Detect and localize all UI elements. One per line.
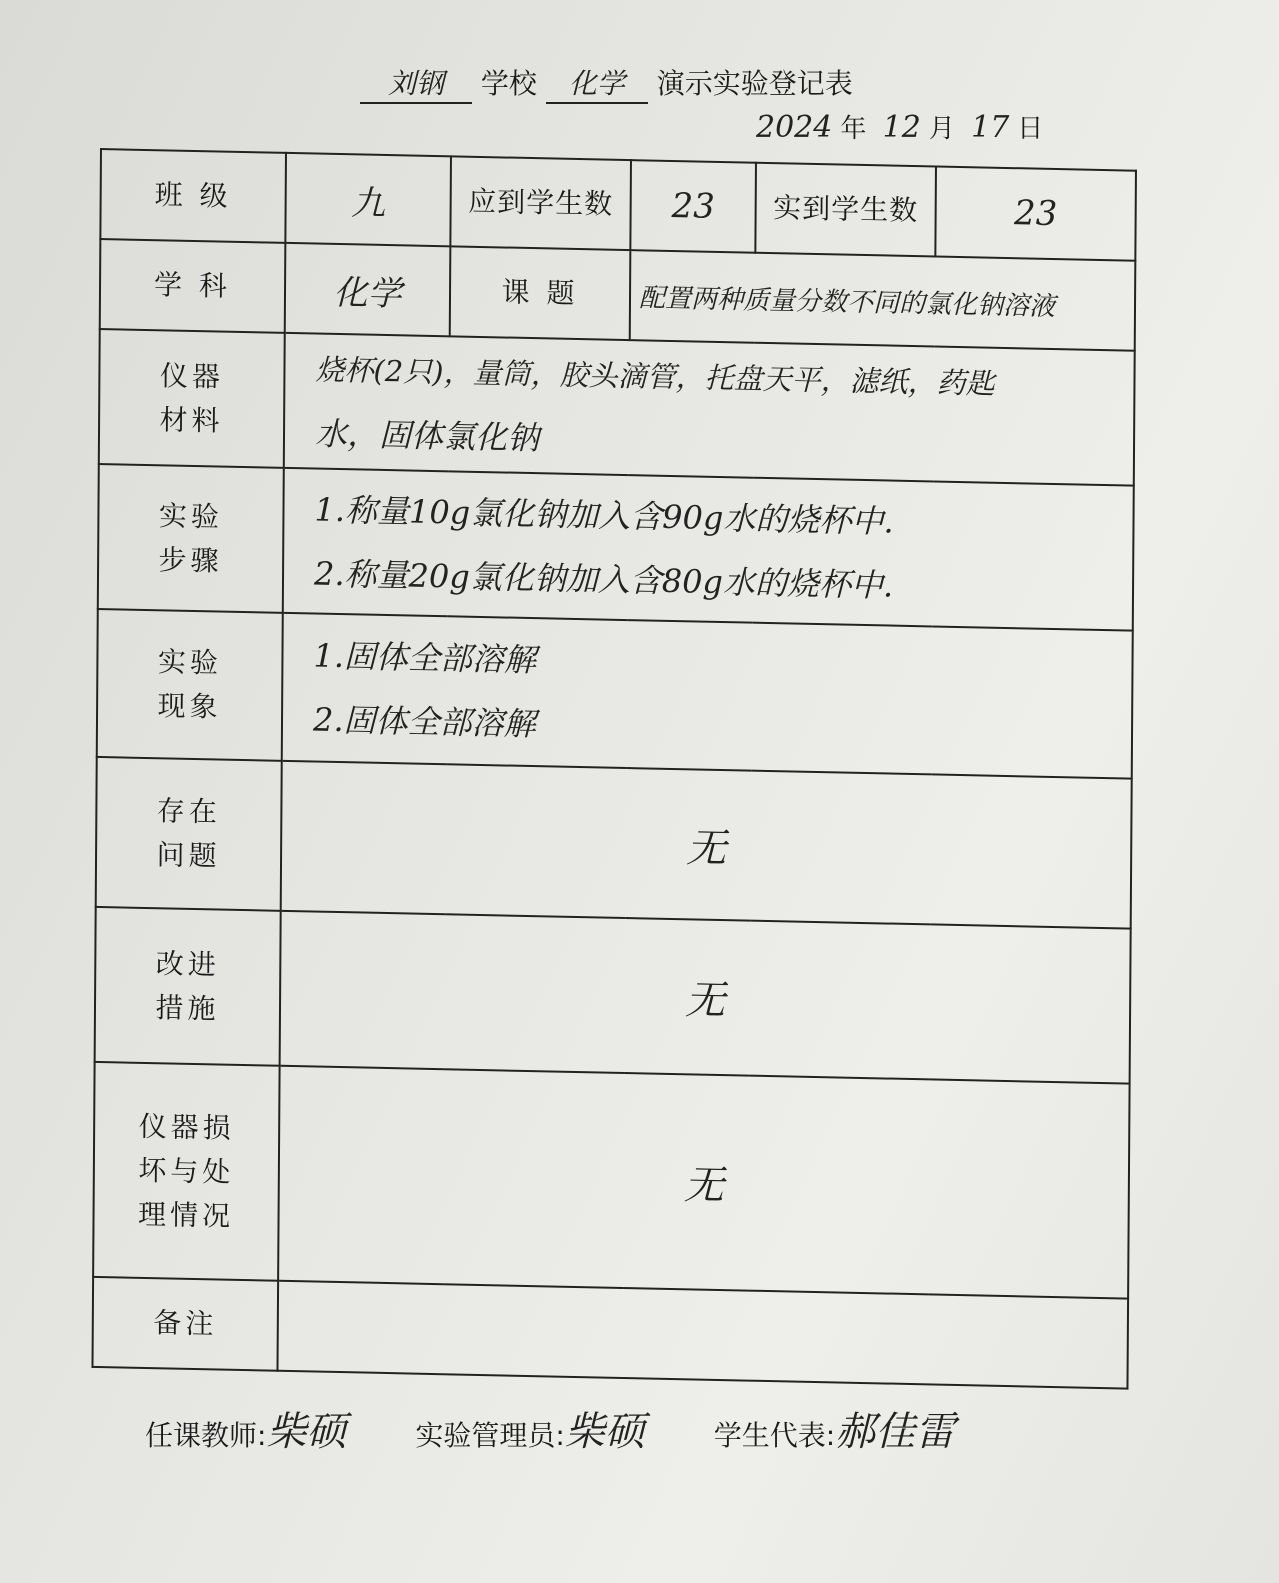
steps-label (98, 464, 284, 613)
subject-field: 化学 (546, 62, 648, 104)
instruments-line: 烧杯(2只)，量筒，胶头滴管，托盘天平，滤纸，药匙 (315, 352, 995, 401)
problems-value: 无 (281, 761, 1132, 929)
table-row (96, 757, 1132, 929)
notes-value (277, 1281, 1128, 1389)
steps-line: 2.称量20g氯化钠加入含80g水的烧杯中. (313, 553, 894, 605)
damage-label-line: 仪器损 (138, 1109, 235, 1145)
date-month: 12 (882, 110, 921, 145)
phenomena-label-line: 现象 (157, 689, 222, 724)
class-label: 班 级 (100, 149, 286, 243)
problems-label-line: 问题 (156, 838, 221, 873)
month-unit: 月 (928, 114, 955, 144)
student-label: 学生代表: (713, 1419, 836, 1452)
improvement-label-line: 措施 (155, 990, 220, 1026)
instruments-line: 水，固体氯化钠 (314, 414, 540, 457)
actual-students-label: 实到学生数 (755, 163, 936, 257)
phenomena-label-line: 实验 (157, 645, 223, 680)
date-year: 2024 (756, 110, 833, 145)
table-row (93, 1062, 1129, 1299)
phenomena-label (97, 609, 283, 761)
steps-label-line: 步骤 (158, 542, 223, 578)
subject-value: 化学 (285, 243, 451, 336)
table-row (95, 907, 1131, 1084)
improvement-label-line: 改进 (155, 946, 220, 982)
improvement-value: 无 (280, 911, 1131, 1084)
form-title (360, 62, 853, 104)
instruments-label-line: 仪器 (159, 358, 225, 394)
registration-table (91, 148, 1136, 1390)
problems-label (96, 757, 282, 911)
expected-students-value: 23 (630, 160, 756, 253)
instruments-label-line: 材料 (159, 402, 224, 438)
school-word: 学校 (480, 67, 537, 100)
damage-label-line: 坏与处 (138, 1153, 235, 1189)
phenomena-line: 1.固体全部溶解 (313, 636, 537, 680)
damage-value: 无 (278, 1066, 1129, 1299)
expected-students-label: 应到学生数 (450, 156, 631, 250)
subject-label: 学 科 (100, 239, 286, 333)
instruments-value (284, 333, 1135, 486)
student-signature: 郝佳雷 (835, 1409, 956, 1455)
actual-students-value: 23 (935, 167, 1136, 261)
table-row (98, 464, 1134, 631)
steps-label-line: 实验 (158, 498, 224, 534)
damage-label (93, 1062, 279, 1281)
day-unit: 日 (1017, 114, 1044, 144)
table-row (99, 329, 1135, 486)
date-line (748, 108, 1043, 145)
phenomena-line: 2.固体全部溶解 (312, 700, 536, 744)
phenomena-value (282, 613, 1133, 779)
steps-value (283, 468, 1134, 631)
date-day: 17 (971, 110, 1010, 145)
year-unit: 年 (840, 114, 867, 144)
admin-label: 实验管理员: (415, 1419, 565, 1452)
topic-label: 课 题 (450, 246, 631, 340)
school-name-field: 刘钢 (360, 62, 472, 104)
topic-value: 配置两种质量分数不同的氯化钠溶液 (630, 250, 1136, 351)
notes-label: 备注 (92, 1277, 278, 1371)
title-suffix: 演示实验登记表 (656, 67, 853, 100)
instruments-label (99, 329, 285, 468)
damage-label-line: 理情况 (137, 1197, 235, 1233)
teacher-label: 任课教师: (145, 1419, 267, 1452)
problems-label-line: 存在 (156, 794, 221, 829)
table-row (97, 609, 1133, 779)
signature-line (145, 1400, 1145, 1457)
class-value: 九 (285, 153, 451, 246)
improvement-label (95, 907, 281, 1066)
admin-signature: 柴硕 (564, 1409, 645, 1455)
steps-line: 1.称量10g氯化钠加入含90g水的烧杯中. (314, 490, 894, 541)
teacher-signature: 柴硕 (266, 1409, 347, 1455)
